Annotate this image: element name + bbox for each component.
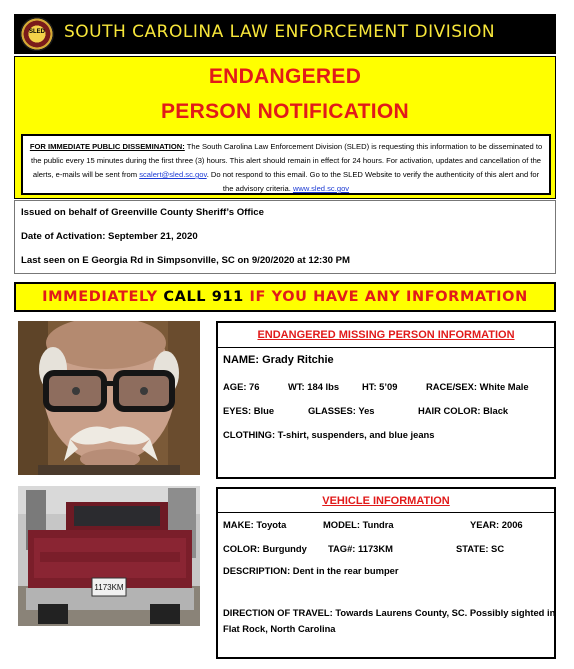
vehicle-info-box xyxy=(216,487,556,659)
person-age: AGE: 76 xyxy=(223,381,260,392)
vehicle-info-heading: VEHICLE INFORMATION xyxy=(322,495,450,507)
sled-website-link[interactable]: www.sled.sc.gov xyxy=(292,184,350,193)
person-name: NAME: Grady Ritchie xyxy=(223,354,334,366)
vehicle-color: COLOR: Burgundy xyxy=(223,543,307,554)
notice-lead: FOR IMMEDIATE PUBLIC DISSEMINATION: xyxy=(29,142,185,151)
vehicle-description: DESCRIPTION: Dent in the rear bumper xyxy=(223,565,399,576)
agency-header xyxy=(14,14,556,54)
sled-seal-icon xyxy=(20,17,54,51)
person-glasses: GLASSES: Yes xyxy=(308,405,375,416)
missing-person-info-box xyxy=(216,321,556,479)
issued-info-block xyxy=(14,200,556,274)
person-weight: WT: 184 lbs xyxy=(288,381,340,392)
alert-title-endangered: ENDANGERED xyxy=(208,65,362,88)
agency-name: SOUTH CAROLINA LAW ENFORCEMENT DIVISION xyxy=(64,22,496,42)
person-info-heading: ENDANGERED MISSING PERSON INFORMATION xyxy=(257,329,515,341)
call-911-text: CALL 911 xyxy=(163,289,244,305)
notice-text-2: . Do not respond to this email. Go to the SLED Website to verify the authenticity of this alert and for the advisory criteria. xyxy=(206,170,540,193)
person-clothing: CLOTHING: T-shirt, suspenders, and blue jeans xyxy=(223,429,435,440)
direction-of-travel-line1: DIRECTION OF TRAVEL: Towards Laurens County, SC. Possibly sighted in xyxy=(223,607,556,618)
vehicle-state: STATE: SC xyxy=(456,543,505,554)
license-plate-text: 1173KM xyxy=(94,583,124,592)
dissemination-notice xyxy=(21,134,551,195)
person-hair-color: HAIR COLOR: Black xyxy=(418,405,509,416)
heading-divider xyxy=(218,347,554,348)
person-race-sex: RACE/SEX: White Male xyxy=(426,381,529,392)
person-height: HT: 5’09 xyxy=(362,381,398,392)
seal-label: SLED xyxy=(28,29,45,35)
direction-of-travel-line2: Flat Rock, North Carolina xyxy=(223,623,336,634)
notice-text-1: The South Carolina Law Enforcement Division (SLED) is requesting this information to be disseminated to the public every 15 minutes during the first three (3) hours. This alert should remain in effect for 24 hours. For activation, updates and cancellation of the alerts, e-mails will be sent from xyxy=(30,142,543,179)
vehicle-make: MAKE: Toyota xyxy=(223,519,287,530)
heading-divider xyxy=(218,512,554,513)
call-911-banner xyxy=(14,282,556,312)
alert-email-link[interactable]: scalert@sled.sc.gov xyxy=(139,170,207,179)
activation-date: Date of Activation: September 21, 2020 xyxy=(21,231,198,242)
truck-illustration xyxy=(18,486,200,626)
vehicle-tag: TAG#: 1173KM xyxy=(328,543,393,554)
call-text-2: IF YOU HAVE ANY INFORMATION xyxy=(243,289,528,305)
vehicle-photo xyxy=(18,486,200,626)
alert-panel xyxy=(14,56,556,199)
alert-title-notification: PERSON NOTIFICATION xyxy=(161,100,409,123)
call-text-1: IMMEDIATELY xyxy=(42,289,164,305)
missing-person-photo xyxy=(18,321,200,475)
last-seen: Last seen on E Georgia Rd in Simpsonville, SC on 9/20/2020 at 12:30 PM xyxy=(21,255,350,266)
issued-on-behalf: Issued on behalf of Greenville County Sheriff’s Office xyxy=(21,207,264,218)
portrait-illustration xyxy=(18,321,200,475)
vehicle-model: MODEL: Tundra xyxy=(323,519,394,530)
person-eyes: EYES: Blue xyxy=(223,405,275,416)
vehicle-year: YEAR: 2006 xyxy=(470,519,523,530)
